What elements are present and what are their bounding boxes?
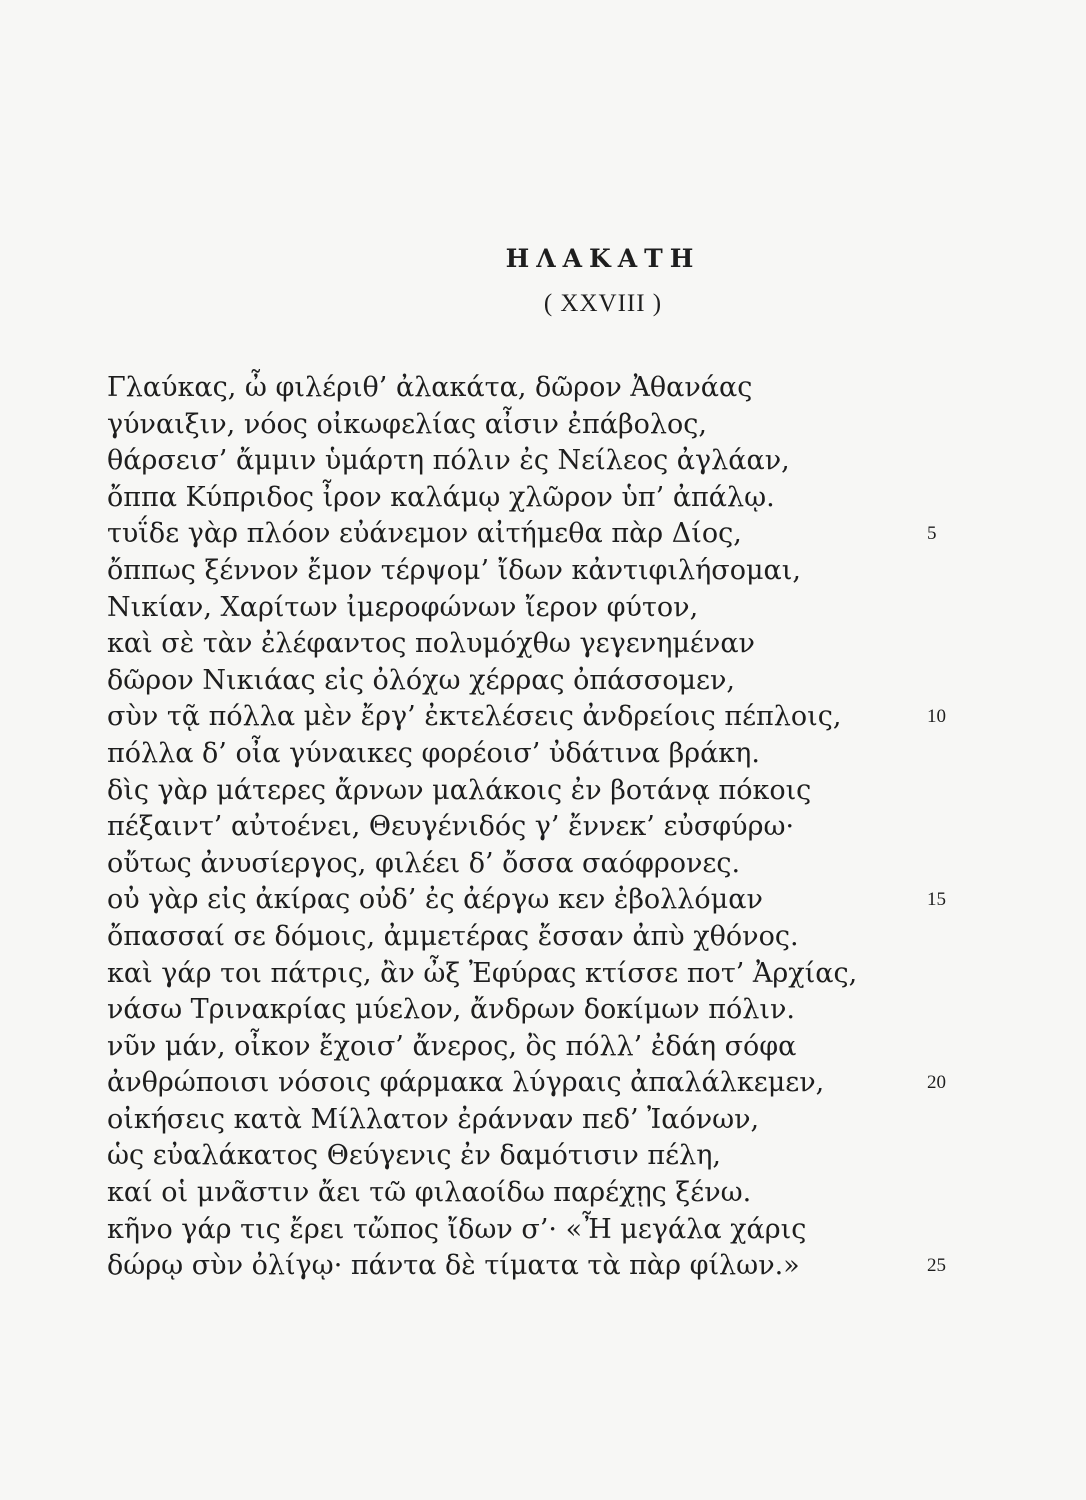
poem-body [107,370,1067,1285]
line-text: Νικίαν, Χαρίτων ἰμεροφώνων ἴερον φύτον, [107,591,699,623]
poem-line [107,699,1067,736]
poem-line [107,480,1067,517]
poem-line [107,1248,1067,1285]
poem-line [107,992,1067,1029]
line-text: ὡς εὐαλάκατος Θεύγενις ἐν δαμότισιν πέλη, [107,1140,721,1172]
poem-line [107,846,1067,883]
line-text: καί οἱ μνᾶστιν ἄει τῶ φιλαοίδω παρέχῃς ξένω. [107,1177,752,1209]
line-text: νάσω Τρινακρίας μύελον, ἄνδρων δοκίμων πόλιν. [107,994,795,1026]
line-text: Γλαύκας, ὦ φιλέριθ’ ἀλακάτα, δῶρον Ἀθανάας [107,372,753,403]
line-text: πέξαιντ’ αὐτοένει, Θευγένιδός γ’ ἔννεκ’ εὐσφύρω· [107,811,795,843]
poem-line [107,882,1067,919]
line-text: ἀνθρώποισι νόσοις φάρμακα λύγραις ἀπαλάλκεμεν, [107,1067,825,1099]
line-text: καὶ σὲ τὰν ἐλέφαντος πολυμόχθω γεγενημέναν [107,628,755,660]
poem-line [107,407,1067,444]
line-text: δῶρον Νικιάας εἰς ὀλόχω χέρρας ὀπάσσομεν, [107,664,736,696]
line-number: 20 [927,1072,946,1094]
poem-line [107,443,1067,480]
poem-line [107,553,1067,590]
line-number: 25 [927,1255,946,1277]
line-number: 5 [927,523,937,545]
poem-line [107,1029,1067,1066]
line-text: οὐ γὰρ εἰς ἀκίρας οὐδ’ ἐς ἀέργω κεν ἐβολλόμαν [107,884,763,916]
line-text: πόλλα δ’ οἶα γύναικες φορέοισ’ ὐδάτινα βράκη. [107,737,760,769]
line-text: δὶς γὰρ μάτερες ἄρνων μαλάκοις ἐν βοτάνᾳ πόκοις [107,774,812,806]
poem-line [107,736,1067,773]
poem-line [107,663,1067,700]
poem-title: ΗΛΑΚΑΤΗ [505,244,701,273]
line-text: καὶ γάρ τοι πάτρις, ἂν ὦξ Ἐφύρας κτίσσε ποτ’ Ἀρχίας, [107,957,858,989]
line-text: δώρῳ σὺν ὀλίγῳ· πάντα δὲ τίματα τὰ πὰρ φίλων.» [107,1250,800,1282]
poem-line [107,516,1067,553]
line-text: οἰκήσεις κατὰ Μίλλατον ἐράνναν πεδ’ Ἰαόνων, [107,1103,760,1135]
line-number: 10 [927,706,946,728]
line-text: κῆνο γάρ τις ἔρει τὤπος ἴδων σ’· «Ἦ μεγάλα χάρις [107,1213,807,1245]
line-text: θάρσεισ’ ἄμμιν ὑμάρτη πόλιν ἐς Νείλεος ἀγλάαν, [107,445,790,477]
poem-line [107,809,1067,846]
poem-line [107,590,1067,627]
line-text: σὺν τᾷ πόλλα μὲν ἔργ’ ἐκτελέσεις ἀνδρείοις πέπλοις, [107,701,842,733]
line-text: νῦν μάν, οἶκον ἔχοισ’ ἄνερος, ὂς πόλλ’ ἐδάη σόφα [107,1030,797,1062]
poem-line [107,919,1067,956]
poem-line [107,626,1067,663]
line-text: γύναιξιν, νόος οἰκωφελίας αἶσιν ἐπάβολος, [107,408,707,440]
line-text: ὄππως ξέννον ἔμον τέρψομ’ ἴδων κἀντιφιλήσομαι, [107,554,801,586]
poem-line [107,1065,1067,1102]
poem-line [107,1212,1067,1249]
poem-line [107,773,1067,810]
line-text: τυΐδε γὰρ πλόον εὐάνεμον αἰτήμεθα πὰρ Δίος, [107,518,742,550]
poem-line [107,1175,1067,1212]
line-number: 15 [927,889,946,911]
poem-line [107,1138,1067,1175]
line-text: οὔτως ἀνυσίεργος, φιλέει δ’ ὄσσα σαόφρονες. [107,847,741,879]
line-text: ὄπασσαί σε δόμοις, ἀμμετέρας ἔσσαν ἀπὺ χθόνος. [107,920,799,952]
line-text: ὄππα Κύπριδος ἶρον καλάμῳ χλῶρον ὑπ’ ἀπάλῳ. [107,481,775,513]
poem-line [107,370,1067,407]
poem-number: ( XXVIII ) [543,290,663,317]
poem-line [107,1102,1067,1139]
poem-line [107,956,1067,993]
